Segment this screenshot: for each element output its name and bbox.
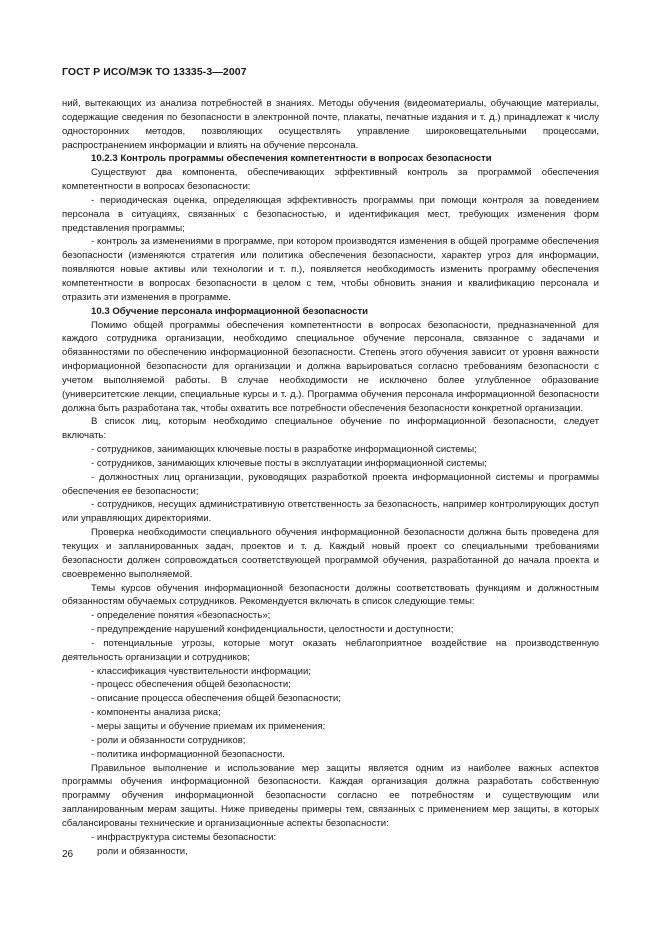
list-item: - меры защиты и обучение приемам их применения; bbox=[91, 720, 326, 732]
list-item: - предупреждение нарушений конфиденциальности, целостности и доступности; bbox=[91, 624, 454, 636]
sub-list-item: роли и обязанности, bbox=[97, 845, 188, 857]
list-item: - роли и обязанности сотрудников; bbox=[91, 734, 246, 746]
document-body bbox=[62, 97, 599, 858]
paragraph: Существуют два компонента, обеспечивающих эффективный контроль за программой обеспечения компетентности в вопросах безопасности: bbox=[62, 167, 599, 193]
section-heading: 10.2.3 Контроль программы обеспечения компетентности в вопросах безопасности bbox=[91, 153, 492, 165]
paragraph: ний, вытекающих из анализа потребностей в знаниях. Методы обучения (видеоматериалы, обучающие материалы, содержащие сведения по безопасности в электронной почте, плакаты, печатные издания и т. д.) принадлежат к числу односторонних методов, позволяющих осуществлять управление широковещательными процессами, распространением информации и влиять на обучение персонала. bbox=[62, 98, 599, 151]
list-item: - сотрудников, занимающих ключевые посты в разработке информационной системы; bbox=[91, 444, 477, 456]
list-item: - процесс обеспечения общей безопасности; bbox=[91, 679, 291, 691]
list-item: - классификация чувствительности информации; bbox=[91, 665, 311, 677]
list-item: - компоненты анализа риска; bbox=[91, 707, 221, 719]
list-item: - контроль за изменениями в программе, при котором производятся изменения в общей программе обеспечения безопасности (изменяются стратегия или политика обеспечения безопасности, характер угроз для информации, появляются новые активы или технологии и т. п.), появляется необходимость изменить программу обеспечения компетентности в вопросах безопасности в целом с тем, чтобы обновить знания и квалификацию персонала и отразить эти изменения в программе. bbox=[62, 236, 599, 303]
document-header: ГОСТ Р ИСО/МЭК ТО 13335-3—2007 bbox=[62, 66, 247, 78]
list-item: - описание процесса обеспечения общей безопасности; bbox=[91, 693, 341, 705]
paragraph: В список лиц, которым необходимо специальное обучение по информационной безопасности, следует включать: bbox=[62, 416, 599, 442]
paragraph: Помимо общей программы обеспечения компетентности в вопросах безопасности, предназначенной для каждого сотрудника организации, необходимо специальное обучение персонала, связанное с задачами и обязанностями по обеспечению информационной безопасности. Степень этого обучения зависит от уровня важности информационной безопасности для организации и должна варьироваться согласно требованиям безопасности с учетом выполняемой работы. В случае необходимости не исключено более углубленное образование (университетские лекции, специальные курсы и т. д.). Программа обучения персонала информационной безопасности должна быть разработана так, чтобы охватить все потребности обеспечения безопасности конкретной организации. bbox=[62, 319, 599, 414]
list-item: - сотрудников, занимающих ключевые посты в эксплуатации информационной системы; bbox=[91, 457, 487, 469]
list-item: - инфраструктура системы безопасности: bbox=[91, 831, 277, 843]
page-number: 26 bbox=[62, 849, 74, 860]
paragraph: Правильное выполнение и использование мер защиты является одним из наиболее важных аспектов программы обучения информационной безопасности. Каждая организация должна разработать собственную программу обучения информационной безопасности согласно ее потребностям и существующим или запланированным мерам защиты. Ниже приведены примеры тем, связанных с применением мер защиты, в которых сбалансированы технические и организационные аспекты безопасности: bbox=[62, 762, 599, 829]
list-item: - сотрудников, несущих административную ответственность за безопасность, например контролирующих доступ или управляющих директориями. bbox=[62, 499, 599, 525]
list-item: - политика информационной безопасности. bbox=[91, 748, 285, 760]
list-item: - потенциальные угрозы, которые могут оказать неблагоприятное воздействие на производственную деятельность организации и сотрудников; bbox=[62, 637, 599, 663]
list-item: - должностных лиц организации, руководящих разработкой проекта информационной системы и программы обеспечения ее безопасности; bbox=[62, 471, 599, 497]
list-item: - определение понятия «безопасность»; bbox=[91, 610, 271, 622]
paragraph: Проверка необходимости специального обучения информационной безопасности должна быть проведена для текущих и запланированных задач, проектов и т. д. Каждый новый проект со специальными требованиями безопасности должен сопровождаться соответствующей программой обучения, разработанной до начала проекта и своевременно выполняемой. bbox=[62, 527, 599, 580]
paragraph: Темы курсов обучения информационной безопасности должны соответствовать функциям и должностным обязанностям обучаемых сотрудников. Рекомендуется включать в список следующие темы: bbox=[62, 582, 599, 608]
list-item: - периодическая оценка, определяющая эффективность программы при помощи контроля за поведением персонала в ситуациях, связанных с безопасностью, и идентификация мест, требующих изменения форм представления программы; bbox=[62, 194, 599, 234]
section-heading: 10.3 Обучение персонала информационной безопасности bbox=[91, 305, 369, 317]
